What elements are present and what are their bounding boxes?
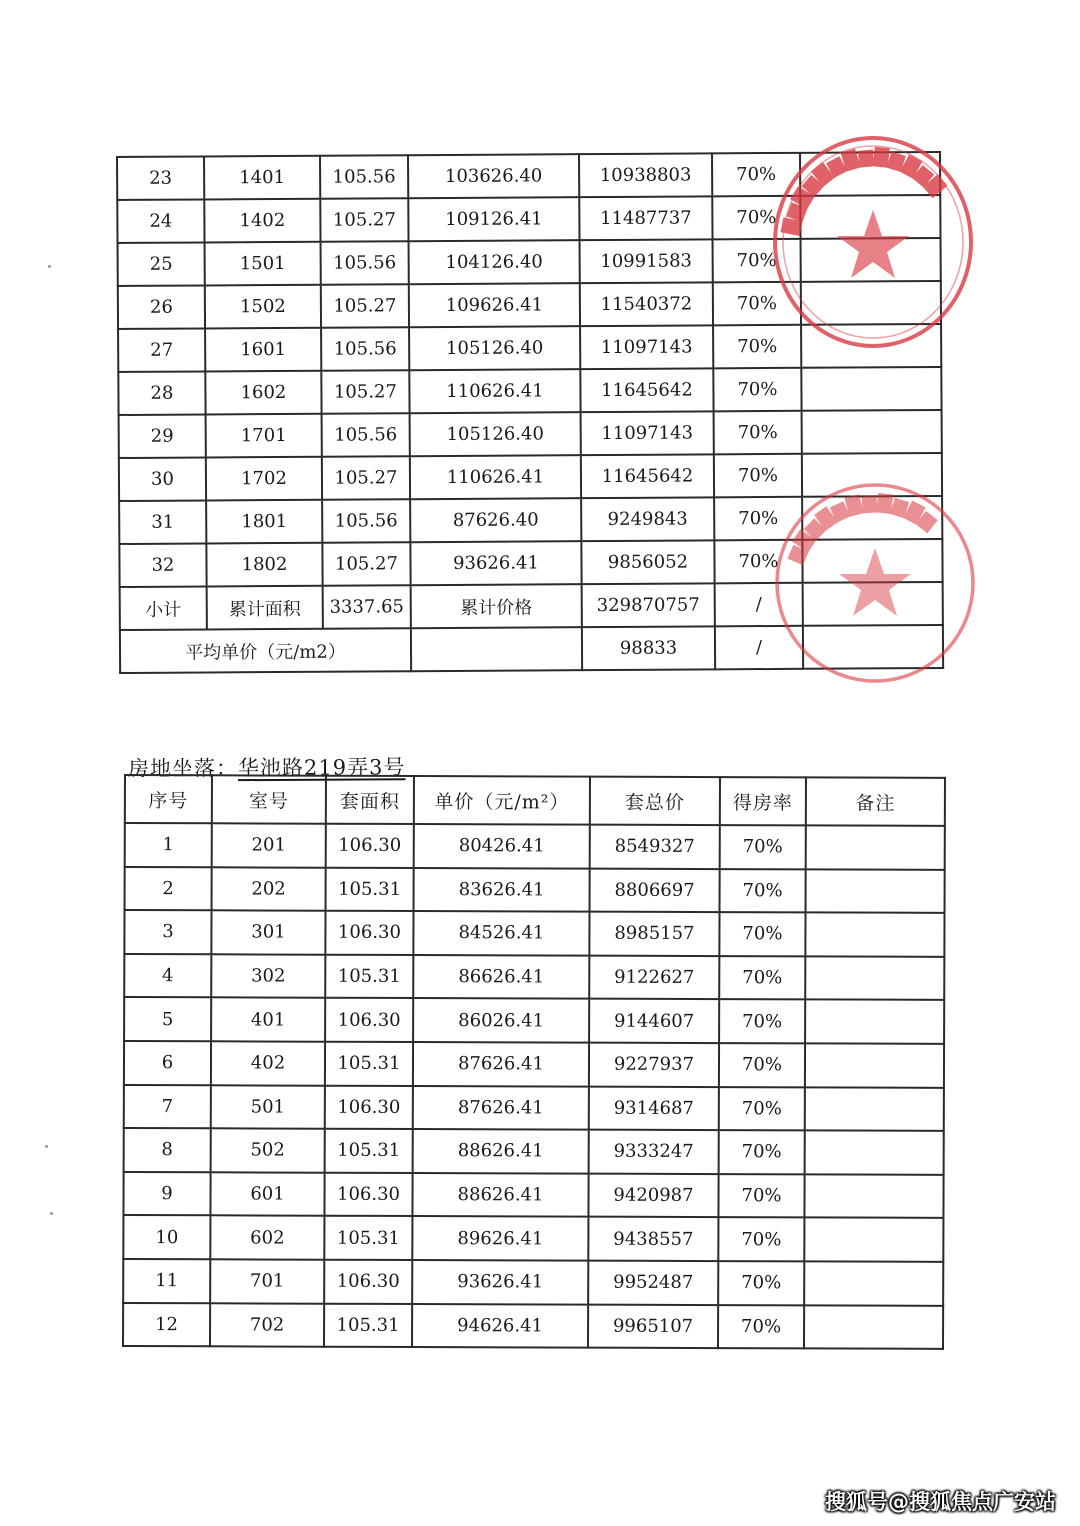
cell-note bbox=[806, 869, 945, 913]
cell-area: 105.27 bbox=[321, 284, 409, 328]
scan-speck bbox=[48, 265, 51, 268]
header-note: 备注 bbox=[806, 777, 945, 825]
cell-unit-price: 105126.40 bbox=[410, 412, 581, 456]
table-row bbox=[125, 867, 945, 913]
cell-unit-price: 86026.41 bbox=[413, 998, 589, 1042]
cell-total-price: 9122627 bbox=[589, 955, 719, 999]
cell-seq: 25 bbox=[118, 242, 205, 286]
cell-unit-price: 84526.41 bbox=[413, 911, 589, 955]
table-row bbox=[118, 238, 941, 286]
cell-seq: 23 bbox=[117, 156, 204, 200]
cell-seq: 32 bbox=[119, 543, 206, 587]
table-row bbox=[119, 496, 942, 544]
table-row bbox=[118, 281, 941, 329]
cell-total-price: 11645642 bbox=[580, 368, 713, 412]
cell-note bbox=[805, 1131, 944, 1175]
cell-total-price: 10991583 bbox=[580, 239, 713, 283]
cell-area: 105.31 bbox=[325, 1042, 413, 1086]
average-row bbox=[120, 625, 943, 673]
cell-area: 105.31 bbox=[326, 867, 414, 911]
cell-note bbox=[804, 1174, 943, 1218]
cell-room: 202 bbox=[212, 867, 326, 911]
cell-note bbox=[802, 496, 942, 540]
cell-total-price: 11487737 bbox=[579, 196, 712, 240]
cell-rate: 70% bbox=[714, 497, 802, 541]
table-row bbox=[123, 1303, 943, 1349]
cell-rate: 70% bbox=[720, 825, 806, 869]
cell-total-price: 8549327 bbox=[590, 825, 720, 869]
average-slash: / bbox=[715, 626, 803, 670]
cell-total-price: 9333247 bbox=[589, 1130, 719, 1174]
cell-total-price: 11540372 bbox=[580, 282, 713, 326]
address-label: 房地坐落： bbox=[127, 756, 239, 781]
cell-seq: 30 bbox=[119, 457, 206, 501]
cell-seq: 27 bbox=[118, 328, 205, 372]
cell-seq: 1 bbox=[125, 823, 212, 867]
cell-area: 105.56 bbox=[322, 413, 410, 457]
header-room: 室号 bbox=[212, 775, 326, 823]
cell-seq: 28 bbox=[118, 371, 205, 415]
cell-room: 701 bbox=[210, 1259, 324, 1303]
cell-rate: 70% bbox=[714, 454, 802, 498]
subtotal-row bbox=[120, 582, 943, 630]
cell-total-price: 9249843 bbox=[581, 497, 714, 541]
cell-note bbox=[801, 367, 941, 411]
cell-room: 1602 bbox=[205, 371, 321, 415]
cell-room: 1402 bbox=[204, 199, 320, 243]
cell-seq: 8 bbox=[124, 1128, 211, 1172]
cell-unit-price: 110626.41 bbox=[410, 455, 581, 499]
cell-room: 501 bbox=[211, 1085, 325, 1129]
cumulative-price-label: 累计价格 bbox=[411, 584, 582, 628]
table-row bbox=[118, 324, 941, 372]
cell-rate: 70% bbox=[719, 1087, 805, 1131]
table-row bbox=[124, 954, 944, 1000]
subtotal-slash: / bbox=[715, 583, 803, 627]
average-price-label: 平均单价（元/m2） bbox=[120, 628, 411, 673]
cell-seq: 3 bbox=[124, 910, 211, 954]
header-total-price: 套总价 bbox=[590, 777, 720, 825]
cell-unit-price: 105126.40 bbox=[409, 326, 580, 370]
cell-note bbox=[806, 825, 945, 869]
price-table-summary bbox=[120, 582, 944, 673]
cell-note bbox=[805, 1043, 944, 1087]
cell-total-price: 11097143 bbox=[581, 411, 714, 455]
cell-room: 602 bbox=[210, 1216, 324, 1260]
header-rate: 得房率 bbox=[720, 777, 806, 825]
cell-area: 105.31 bbox=[325, 954, 413, 998]
table-row bbox=[119, 539, 942, 587]
price-table-body bbox=[123, 823, 945, 1349]
cell-note bbox=[802, 539, 942, 583]
cell-room: 301 bbox=[211, 910, 325, 954]
cell-rate: 70% bbox=[712, 153, 800, 197]
cell-unit-price: 93626.41 bbox=[410, 541, 581, 585]
cell-note bbox=[805, 1087, 944, 1131]
cell-rate: 70% bbox=[719, 999, 805, 1043]
table-row bbox=[117, 195, 940, 243]
cell-note bbox=[801, 238, 941, 282]
address-value: 华池路219弄3号 bbox=[237, 755, 406, 781]
cell-seq: 4 bbox=[124, 954, 211, 998]
cell-rate: 70% bbox=[719, 912, 805, 956]
cell-note bbox=[804, 1305, 943, 1349]
cell-unit-price: 109126.41 bbox=[408, 197, 579, 241]
cell-room: 402 bbox=[211, 1041, 325, 1085]
cell-rate: 70% bbox=[719, 1043, 805, 1087]
price-table bbox=[122, 774, 946, 1350]
header-row bbox=[125, 775, 945, 826]
cell-seq: 7 bbox=[124, 1085, 211, 1129]
cell-unit-price: 93626.41 bbox=[412, 1260, 588, 1304]
cell-rate: 70% bbox=[720, 869, 806, 913]
cell-total-price: 11097143 bbox=[580, 325, 713, 369]
cell-note bbox=[805, 956, 944, 1000]
table-row bbox=[123, 1172, 943, 1218]
cell-area: 105.31 bbox=[325, 1129, 413, 1173]
cell-note bbox=[805, 913, 944, 957]
cell-room: 401 bbox=[211, 998, 325, 1042]
table-row bbox=[124, 997, 944, 1043]
cell-seq: 6 bbox=[124, 1041, 211, 1085]
seal-lettering: ▇▆▇▆▇▆▇▆▇▆▇▆▇ bbox=[778, 144, 950, 236]
seal-lettering: ▆▇▆▇▆▇▆▇▆▇▆ bbox=[782, 490, 941, 566]
cell-unit-price: 87626.41 bbox=[413, 1086, 589, 1130]
cell-room: 1701 bbox=[206, 414, 322, 458]
cell-area: 105.56 bbox=[320, 155, 408, 199]
cell-seq: 11 bbox=[123, 1259, 210, 1303]
cell-seq: 26 bbox=[118, 285, 205, 329]
cell-room: 1401 bbox=[204, 156, 320, 200]
cell-room: 502 bbox=[211, 1128, 325, 1172]
table-row bbox=[117, 152, 940, 200]
price-table-continued-body bbox=[117, 152, 943, 587]
table-row bbox=[124, 1041, 944, 1087]
table-row bbox=[118, 367, 941, 415]
cell-seq: 31 bbox=[119, 500, 206, 544]
average-price-value: 98833 bbox=[582, 626, 715, 670]
table-row bbox=[124, 910, 944, 956]
scan-speck bbox=[50, 1212, 53, 1215]
cell-unit-price: 109626.41 bbox=[409, 283, 580, 327]
cell-rate: 70% bbox=[719, 956, 805, 1000]
cell-unit-price: 88626.41 bbox=[413, 1129, 589, 1173]
cell-area: 105.27 bbox=[321, 370, 409, 414]
cell-area: 106.30 bbox=[325, 911, 413, 955]
cumulative-price-value: 329870757 bbox=[582, 583, 715, 627]
cell-unit-price: 103626.40 bbox=[408, 154, 579, 198]
cumulative-area-value: 3337.65 bbox=[323, 585, 411, 629]
cell-unit-price: 104126.40 bbox=[409, 240, 580, 284]
cell-unit-price: 110626.41 bbox=[409, 369, 580, 413]
cell-room: 1601 bbox=[205, 328, 321, 372]
cell-total-price: 9144607 bbox=[589, 999, 719, 1043]
cell-total-price: 9314687 bbox=[589, 1086, 719, 1130]
header-seq: 序号 bbox=[125, 775, 212, 823]
cell-area: 105.27 bbox=[322, 542, 410, 586]
cell-room: 302 bbox=[211, 954, 325, 998]
cell-note bbox=[800, 195, 940, 239]
cell-total-price: 8985157 bbox=[589, 912, 719, 956]
cell-note bbox=[805, 1000, 944, 1044]
cell-note bbox=[804, 1218, 943, 1262]
cell-seq: 9 bbox=[123, 1172, 210, 1216]
source-watermark: 搜狐号@搜狐焦点广安站 bbox=[825, 1490, 1056, 1514]
cumulative-area-label: 累计面积 bbox=[207, 586, 323, 630]
cell-total-price: 9438557 bbox=[588, 1217, 718, 1261]
cell-rate: 70% bbox=[714, 540, 802, 584]
cell-seq: 12 bbox=[123, 1303, 210, 1347]
header-area: 套面积 bbox=[326, 776, 414, 824]
header-unit-price: 单价（元/m²） bbox=[414, 776, 590, 825]
cell-area: 105.31 bbox=[324, 1216, 412, 1260]
cell-total-price: 9227937 bbox=[589, 1043, 719, 1087]
table-row bbox=[123, 1215, 943, 1261]
average-note bbox=[803, 625, 943, 669]
cell-total-price: 9856052 bbox=[581, 540, 714, 584]
cell-unit-price: 88626.41 bbox=[412, 1173, 588, 1217]
table-row bbox=[124, 1128, 944, 1174]
cell-seq: 29 bbox=[119, 414, 206, 458]
cell-rate: 70% bbox=[718, 1261, 804, 1305]
cell-area: 105.56 bbox=[321, 327, 409, 371]
cell-area: 105.27 bbox=[320, 198, 408, 242]
table-row bbox=[125, 823, 945, 869]
cell-rate: 70% bbox=[718, 1305, 804, 1349]
cell-room: 1801 bbox=[206, 500, 322, 544]
cell-seq: 2 bbox=[125, 867, 212, 911]
price-table-header bbox=[125, 775, 945, 826]
cell-rate: 70% bbox=[718, 1174, 804, 1218]
cell-area: 106.30 bbox=[325, 1085, 413, 1129]
table-row bbox=[123, 1259, 943, 1305]
cell-area: 105.27 bbox=[322, 456, 410, 500]
cell-area: 105.31 bbox=[324, 1303, 412, 1347]
cell-note bbox=[802, 410, 942, 454]
cell-rate: 70% bbox=[713, 282, 801, 326]
price-table-continued bbox=[116, 151, 944, 674]
cell-total-price: 10938803 bbox=[579, 153, 712, 197]
cell-rate: 70% bbox=[713, 239, 801, 283]
cell-unit-price: 94626.41 bbox=[412, 1304, 588, 1348]
table-row bbox=[124, 1085, 944, 1131]
cell-room: 601 bbox=[210, 1172, 324, 1216]
scan-speck bbox=[45, 1145, 48, 1148]
cell-rate: 70% bbox=[713, 368, 801, 412]
cell-note bbox=[802, 453, 942, 497]
cell-room: 1802 bbox=[206, 543, 322, 587]
average-empty-cell bbox=[411, 627, 582, 671]
cell-total-price: 9965107 bbox=[588, 1304, 718, 1348]
cell-total-price: 8806697 bbox=[590, 868, 720, 912]
cell-note bbox=[804, 1261, 943, 1305]
cell-area: 105.56 bbox=[321, 241, 409, 285]
cell-unit-price: 86626.41 bbox=[413, 955, 589, 999]
cell-unit-price: 83626.41 bbox=[414, 868, 590, 912]
table-row bbox=[119, 410, 942, 458]
cell-rate: 70% bbox=[712, 196, 800, 240]
cell-total-price: 11645642 bbox=[581, 454, 714, 498]
subtotal-note bbox=[803, 582, 943, 626]
cell-area: 106.30 bbox=[325, 998, 413, 1042]
cell-unit-price: 89626.41 bbox=[412, 1216, 588, 1260]
cell-room: 1501 bbox=[205, 242, 321, 286]
cell-unit-price: 80426.41 bbox=[414, 824, 590, 868]
cell-unit-price: 87626.40 bbox=[410, 498, 581, 542]
cell-area: 105.56 bbox=[322, 499, 410, 543]
cell-seq: 5 bbox=[124, 997, 211, 1041]
cell-total-price: 9420987 bbox=[588, 1173, 718, 1217]
cell-rate: 70% bbox=[714, 411, 802, 455]
cell-total-price: 9952487 bbox=[588, 1261, 718, 1305]
cell-note bbox=[801, 324, 941, 368]
cell-unit-price: 87626.41 bbox=[413, 1042, 589, 1086]
cell-room: 1502 bbox=[205, 285, 321, 329]
cell-area: 106.30 bbox=[324, 1260, 412, 1304]
subtotal-label: 小计 bbox=[120, 586, 207, 630]
cell-rate: 70% bbox=[713, 325, 801, 369]
cell-note bbox=[801, 281, 941, 325]
cell-room: 1702 bbox=[206, 457, 322, 501]
table-row bbox=[119, 453, 942, 501]
cell-note bbox=[800, 152, 940, 196]
cell-area: 106.30 bbox=[324, 1172, 412, 1216]
cell-room: 702 bbox=[210, 1303, 324, 1347]
cell-seq: 24 bbox=[117, 199, 204, 243]
cell-area: 106.30 bbox=[326, 824, 414, 868]
cell-rate: 70% bbox=[718, 1217, 804, 1261]
cell-rate: 70% bbox=[719, 1130, 805, 1174]
cell-seq: 10 bbox=[123, 1215, 210, 1259]
cell-room: 201 bbox=[212, 823, 326, 867]
